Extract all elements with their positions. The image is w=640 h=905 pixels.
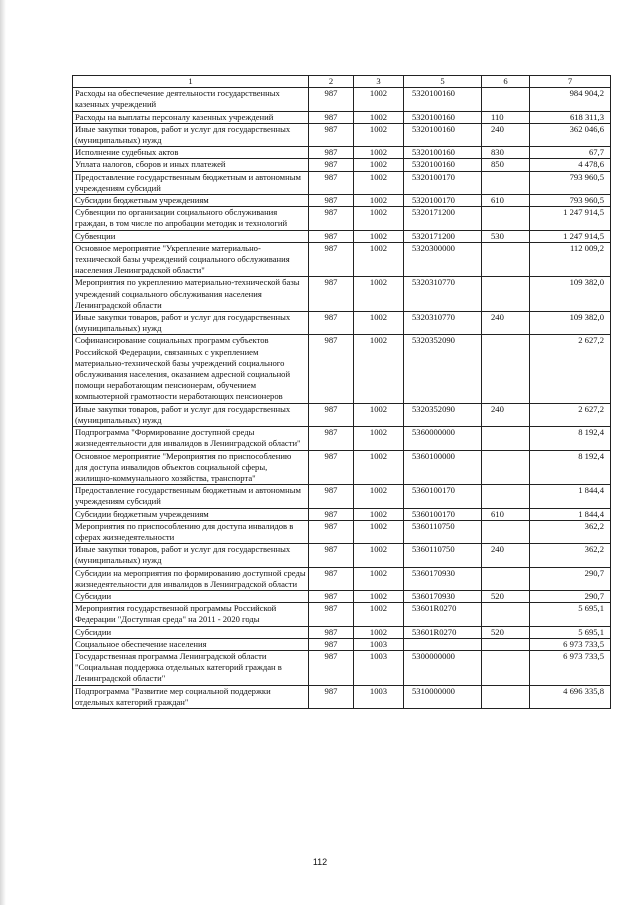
table-row [73, 520, 611, 543]
section-code-cell: 1002 [354, 335, 404, 403]
section-code-cell: 1002 [354, 520, 404, 543]
amount-cell: 4 478,6 [530, 159, 611, 171]
budget-table-body [73, 76, 611, 709]
ministry-code-cell: 987 [309, 230, 354, 242]
ministry-code-cell: 987 [309, 242, 354, 277]
section-code-cell: 1002 [354, 242, 404, 277]
expense-type-cell: 240 [482, 544, 530, 567]
ministry-code-cell: 987 [309, 207, 354, 230]
ministry-code-cell: 987 [309, 520, 354, 543]
page-number: 112 [312, 857, 328, 867]
target-article-cell: 5300000000 [404, 650, 482, 685]
target-article-cell: 5320352090 [404, 335, 482, 403]
item-name-cell: Иные закупки товаров, работ и услуг для государственных (муниципальных) нужд [73, 123, 309, 146]
ministry-code-cell: 987 [309, 277, 354, 312]
expense-type-cell [482, 207, 530, 230]
table-row [73, 427, 611, 450]
item-name-cell: Иные закупки товаров, работ и услуг для государственных (муниципальных) нужд [73, 312, 309, 335]
amount-cell: 1 844,4 [530, 485, 611, 508]
expense-type-cell [482, 335, 530, 403]
table-row [73, 123, 611, 146]
table-row [73, 207, 611, 230]
expense-type-cell: 530 [482, 230, 530, 242]
expense-type-cell [482, 450, 530, 485]
amount-cell: 67,7 [530, 147, 611, 159]
amount-cell: 362,2 [530, 520, 611, 543]
ministry-code-cell: 987 [309, 195, 354, 207]
table-row [73, 567, 611, 590]
section-code-cell: 1002 [354, 567, 404, 590]
ministry-code-cell: 987 [309, 508, 354, 520]
item-name-cell: Подпрограмма "Развитие мер социальной поддержки отдельных категорий граждан" [73, 685, 309, 708]
item-name-cell: Субсидии [73, 626, 309, 638]
table-row [73, 508, 611, 520]
page-edge-shadow [0, 0, 6, 905]
target-article-cell: 5360100170 [404, 508, 482, 520]
target-article-cell: 5320100160 [404, 123, 482, 146]
target-article-cell: 5360170930 [404, 567, 482, 590]
target-article-cell: 5360170930 [404, 590, 482, 602]
table-row [73, 230, 611, 242]
item-name-cell: Государственная программа Ленинградской области "Социальная поддержка отдельных категорий граждан в Ленинградской области" [73, 650, 309, 685]
section-code-cell: 1002 [354, 450, 404, 485]
ministry-code-cell: 987 [309, 685, 354, 708]
item-name-cell: Иные закупки товаров, работ и услуг для государственных (муниципальных) нужд [73, 403, 309, 426]
amount-cell: 362 046,6 [530, 123, 611, 146]
table-row [73, 650, 611, 685]
table-header-row [73, 76, 611, 88]
table-row [73, 403, 611, 426]
target-article-cell: 5320310770 [404, 277, 482, 312]
ministry-code-cell: 987 [309, 567, 354, 590]
target-article-cell: 5320100170 [404, 171, 482, 194]
item-name-cell: Основное мероприятие "Мероприятия по приспособлению для доступа инвалидов объектов социальной сферы, жилищно-коммунального хозяйства, транспорта" [73, 450, 309, 485]
table-row [73, 195, 611, 207]
header-cell: 1 [73, 76, 309, 88]
header-cell: 6 [482, 76, 530, 88]
ministry-code-cell: 987 [309, 123, 354, 146]
table-row [73, 590, 611, 602]
section-code-cell: 1002 [354, 230, 404, 242]
table-row [73, 603, 611, 626]
ministry-code-cell: 987 [309, 335, 354, 403]
amount-cell: 6 973 733,5 [530, 638, 611, 650]
item-name-cell: Иные закупки товаров, работ и услуг для государственных (муниципальных) нужд [73, 544, 309, 567]
expense-type-cell [482, 520, 530, 543]
ministry-code-cell: 987 [309, 485, 354, 508]
section-code-cell: 1003 [354, 638, 404, 650]
expense-type-cell: 850 [482, 159, 530, 171]
expense-type-cell: 110 [482, 111, 530, 123]
ministry-code-cell: 987 [309, 312, 354, 335]
expense-type-cell [482, 567, 530, 590]
header-cell: 7 [530, 76, 611, 88]
ministry-code-cell: 987 [309, 88, 354, 111]
ministry-code-cell: 987 [309, 626, 354, 638]
expense-type-cell: 610 [482, 508, 530, 520]
table-row [73, 171, 611, 194]
section-code-cell: 1002 [354, 88, 404, 111]
section-code-cell: 1002 [354, 603, 404, 626]
header-cell: 2 [309, 76, 354, 88]
amount-cell: 618 311,3 [530, 111, 611, 123]
table-row [73, 111, 611, 123]
expense-type-cell: 520 [482, 626, 530, 638]
expense-type-cell [482, 88, 530, 111]
amount-cell: 362,2 [530, 544, 611, 567]
item-name-cell: Субвенции [73, 230, 309, 242]
expense-type-cell: 830 [482, 147, 530, 159]
section-code-cell: 1002 [354, 312, 404, 335]
table-row [73, 335, 611, 403]
item-name-cell: Подпрограмма "Формирование доступной среды жизнедеятельности для инвалидов в Ленинградской области" [73, 427, 309, 450]
item-name-cell: Основное мероприятие "Укрепление материально-технической базы учреждений социального обслуживания населения Ленинградской области" [73, 242, 309, 277]
expense-type-cell [482, 685, 530, 708]
table-row [73, 159, 611, 171]
expense-type-cell: 240 [482, 403, 530, 426]
section-code-cell: 1002 [354, 195, 404, 207]
table-row [73, 147, 611, 159]
table-row [73, 685, 611, 708]
item-name-cell: Субсидии бюджетным учреждениям [73, 508, 309, 520]
section-code-cell: 1002 [354, 123, 404, 146]
amount-cell: 5 695,1 [530, 626, 611, 638]
amount-cell: 109 382,0 [530, 277, 611, 312]
expense-type-cell [482, 171, 530, 194]
target-article-cell: 5360110750 [404, 520, 482, 543]
table-row [73, 485, 611, 508]
target-article-cell: 5320352090 [404, 403, 482, 426]
target-article-cell: 5360000000 [404, 427, 482, 450]
item-name-cell: Мероприятия по приспособлению для доступа инвалидов в сферах жизнедеятельности [73, 520, 309, 543]
target-article-cell: 5320171200 [404, 230, 482, 242]
table-row [73, 450, 611, 485]
table-row [73, 638, 611, 650]
table-row [73, 277, 611, 312]
section-code-cell: 1002 [354, 171, 404, 194]
expense-type-cell [482, 603, 530, 626]
amount-cell: 8 192,4 [530, 450, 611, 485]
ministry-code-cell: 987 [309, 159, 354, 171]
target-article-cell: 5320100160 [404, 88, 482, 111]
item-name-cell: Субсидии бюджетным учреждениям [73, 195, 309, 207]
expense-type-cell [482, 277, 530, 312]
section-code-cell: 1002 [354, 159, 404, 171]
section-code-cell: 1002 [354, 485, 404, 508]
section-code-cell: 1002 [354, 207, 404, 230]
expense-type-cell [482, 485, 530, 508]
target-article-cell: 5320100160 [404, 159, 482, 171]
item-name-cell: Субсидии [73, 590, 309, 602]
amount-cell: 4 696 335,8 [530, 685, 611, 708]
table-row [73, 312, 611, 335]
target-article-cell: 5360100170 [404, 485, 482, 508]
target-article-cell: 5360100000 [404, 450, 482, 485]
item-name-cell: Мероприятия по укреплению материально-технической базы учреждений социального обслуживания населения Ленинградской области [73, 277, 309, 312]
table-row [73, 242, 611, 277]
item-name-cell: Мероприятия государственной программы Российской Федерации "Доступная среда" на 2011 - 2020 годы [73, 603, 309, 626]
target-article-cell: 5320310770 [404, 312, 482, 335]
target-article-cell: 5320171200 [404, 207, 482, 230]
ministry-code-cell: 987 [309, 638, 354, 650]
item-name-cell: Предоставление государственным бюджетным и автономным учреждениям субсидий [73, 485, 309, 508]
section-code-cell: 1002 [354, 590, 404, 602]
target-article-cell: 5320100160 [404, 111, 482, 123]
amount-cell: 2 627,2 [530, 335, 611, 403]
expense-type-cell [482, 638, 530, 650]
budget-table [72, 75, 611, 709]
amount-cell: 1 844,4 [530, 508, 611, 520]
amount-cell: 112 009,2 [530, 242, 611, 277]
item-name-cell: Субсидии на мероприятия по формированию доступной среды жизнедеятельности для инвалидов в Ленинградской области [73, 567, 309, 590]
expense-type-cell [482, 242, 530, 277]
target-article-cell [404, 638, 482, 650]
table-row [73, 626, 611, 638]
item-name-cell: Расходы на выплаты персоналу казенных учреждений [73, 111, 309, 123]
section-code-cell: 1002 [354, 111, 404, 123]
expense-type-cell: 240 [482, 123, 530, 146]
target-article-cell: 5310000000 [404, 685, 482, 708]
ministry-code-cell: 987 [309, 171, 354, 194]
section-code-cell: 1002 [354, 508, 404, 520]
section-code-cell: 1002 [354, 626, 404, 638]
section-code-cell: 1002 [354, 147, 404, 159]
amount-cell: 1 247 914,5 [530, 207, 611, 230]
amount-cell: 793 960,5 [530, 171, 611, 194]
expense-type-cell [482, 650, 530, 685]
amount-cell: 5 695,1 [530, 603, 611, 626]
expense-type-cell: 610 [482, 195, 530, 207]
ministry-code-cell: 987 [309, 603, 354, 626]
target-article-cell: 53601R0270 [404, 603, 482, 626]
ministry-code-cell: 987 [309, 147, 354, 159]
ministry-code-cell: 987 [309, 427, 354, 450]
section-code-cell: 1002 [354, 403, 404, 426]
item-name-cell: Предоставление государственным бюджетным и автономным учреждениям субсидий [73, 171, 309, 194]
item-name-cell: Уплата налогов, сборов и иных платежей [73, 159, 309, 171]
ministry-code-cell: 987 [309, 403, 354, 426]
table-row [73, 88, 611, 111]
amount-cell: 290,7 [530, 567, 611, 590]
amount-cell: 793 960,5 [530, 195, 611, 207]
ministry-code-cell: 987 [309, 650, 354, 685]
ministry-code-cell: 987 [309, 111, 354, 123]
item-name-cell: Исполнение судебных актов [73, 147, 309, 159]
header-cell: 3 [354, 76, 404, 88]
amount-cell: 1 247 914,5 [530, 230, 611, 242]
expense-type-cell [482, 427, 530, 450]
item-name-cell: Софинансирование социальных программ субъектов Российской Федерации, связанных с укреплением материально-технической базы учреждений социального обслуживания населения, оказанием адресной социальной помощи неработающим пенсионерам, обучением компьютерной грамотности неработающих пенсионеров [73, 335, 309, 403]
target-article-cell: 53601R0270 [404, 626, 482, 638]
expense-type-cell: 240 [482, 312, 530, 335]
amount-cell: 984 904,2 [530, 88, 611, 111]
header-cell: 5 [404, 76, 482, 88]
item-name-cell: Субвенции по организации социального обслуживания граждан, в том числе по апробации методик и технологий [73, 207, 309, 230]
amount-cell: 109 382,0 [530, 312, 611, 335]
amount-cell: 290,7 [530, 590, 611, 602]
section-code-cell: 1003 [354, 650, 404, 685]
amount-cell: 2 627,2 [530, 403, 611, 426]
target-article-cell: 5320100160 [404, 147, 482, 159]
ministry-code-cell: 987 [309, 590, 354, 602]
ministry-code-cell: 987 [309, 544, 354, 567]
expense-type-cell: 520 [482, 590, 530, 602]
item-name-cell: Расходы на обеспечение деятельности государственных казенных учреждений [73, 88, 309, 111]
section-code-cell: 1003 [354, 685, 404, 708]
item-name-cell: Социальное обеспечение населения [73, 638, 309, 650]
target-article-cell: 5320100170 [404, 195, 482, 207]
target-article-cell: 5320300000 [404, 242, 482, 277]
table-row [73, 544, 611, 567]
section-code-cell: 1002 [354, 277, 404, 312]
target-article-cell: 5360110750 [404, 544, 482, 567]
amount-cell: 6 973 733,5 [530, 650, 611, 685]
section-code-cell: 1002 [354, 427, 404, 450]
section-code-cell: 1002 [354, 544, 404, 567]
amount-cell: 8 192,4 [530, 427, 611, 450]
ministry-code-cell: 987 [309, 450, 354, 485]
